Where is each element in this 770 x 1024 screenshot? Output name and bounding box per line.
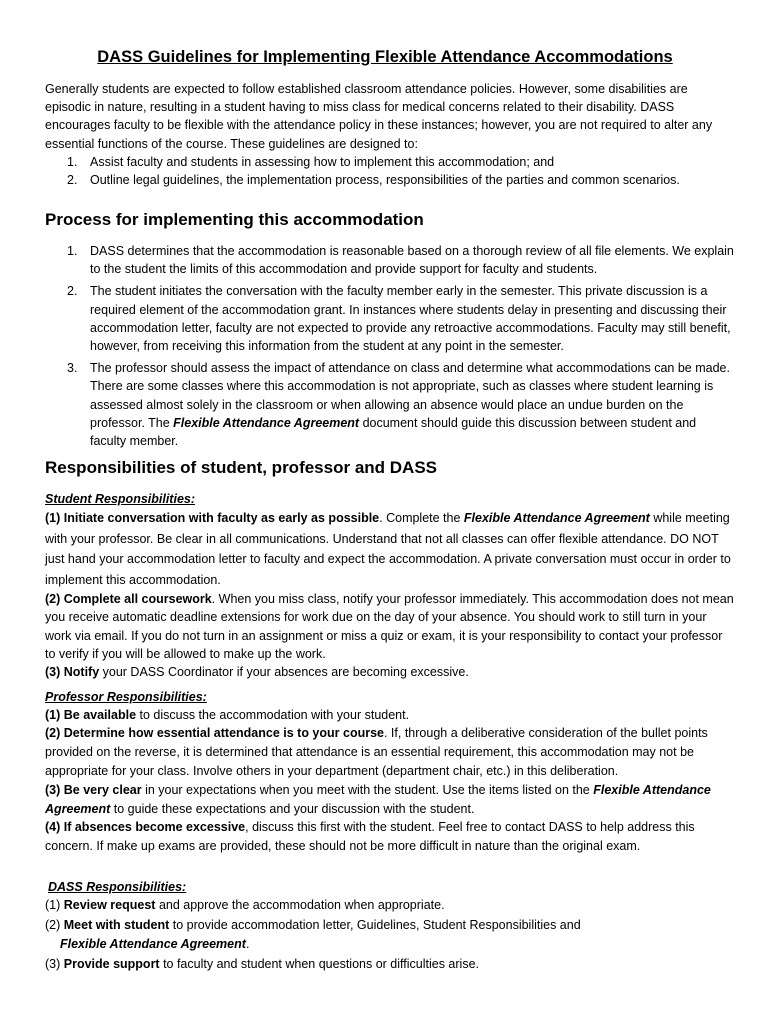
list-number: 1. — [67, 155, 78, 169]
process-heading: Process for implementing this accommodation — [45, 210, 424, 229]
list-number: 2. — [67, 173, 78, 188]
professor-responsibilities-label: Professor Responsibilities: — [45, 690, 207, 704]
list-item-text: Assist faculty and students in assessing how to implement this accommodation; and — [90, 155, 555, 169]
student-responsibilities-label: Student Responsibilities: — [45, 492, 196, 506]
student-item-2: (2) Complete all coursework. When you miss class, notify your professor immediately. This accommodation does not mean you receive automatic deadline extensions for work due on the day of your absence. You should work to still turn in your work via email. If you do not turn in an assignment or miss a quiz or exam, it is your responsibility to contact your professor to verify if you will be allowed to make up the work. — [45, 592, 734, 661]
list-item — [45, 171, 735, 189]
dass-item-3: (3) Provide support to faculty and student when questions or difficulties arise. — [45, 956, 479, 971]
list-item-text: DASS determines that the accommodation is reasonable based on a thorough review of all file elements. We explain to the student the limits of this accommodation and provide support for faculty and students. — [90, 244, 734, 277]
dass-responsibilities-label: DASS Responsibilities: — [48, 880, 187, 894]
professor-responsibilities — [45, 688, 735, 856]
list-number: 2. — [67, 284, 78, 299]
list-item-text: The student initiates the conversation with the faculty member early in the semester. This private discussion is a required element of the accommodation grant. In instances where students delay in presenting and discussing their accommodation letter, faculty are not expected to provide any retroactive accommodations. Faculty may still benefit, however, from receiving this information from the student at any point in the semester. — [90, 284, 731, 354]
dass-responsibilities — [45, 878, 735, 974]
dass-item-2: (2) Meet with student to provide accommodation letter, Guidelines, Student Responsibilities and Flexible Attendance Agreement. — [45, 917, 581, 952]
professor-item-3: (3) Be very clear in your expectations when you meet with the student. Use the items listed on the Flexible Attendance Agreement to guide these expectations and your discussion with the student. — [45, 783, 711, 816]
student-responsibilities — [45, 490, 735, 681]
professor-item-4: (4) If absences become excessive, discuss this first with the student. Feel free to contact DASS to help address this concern. If make up exams are provided, these should not be more difficult in nature than the original exam. — [45, 819, 695, 853]
emphasis: Flexible Attendance Agreement — [173, 415, 360, 430]
document-title: DASS Guidelines for Implementing Flexible Attendance Accommodations — [97, 48, 673, 66]
professor-item-2: (2) Determine how essential attendance is to your course. If, through a deliberative consideration of the bullet points provided on the reverse, it is determined that attendance is an essential requirement, this accommodation may not be appropriate for your class. Involve others in your department (department chair, etc.) in this deliberation. — [45, 726, 708, 779]
list-item — [45, 359, 735, 450]
student-item-3: (3) Notify your DASS Coordinator if your absences are becoming excessive. — [45, 665, 469, 680]
student-item-1: (1) Initiate conversation with faculty as early as possible. Complete the Flexible Attendance Agreement while meeting with your professor. Be clear in all communications. Understand that not all classes can offer flexible attendance. DO NOT just hand your accommodation letter to faculty and expect the accommodation. A private conversation must occur in order to implement this accommodation. — [45, 511, 731, 587]
list-item — [45, 282, 735, 355]
process-list — [45, 242, 735, 450]
responsibilities-heading: Responsibilities of student, professor and DASS — [45, 458, 437, 477]
professor-item-1: (1) Be available to discuss the accommodation with your student. — [45, 708, 410, 723]
list-number: 3. — [67, 361, 78, 376]
list-item — [45, 153, 735, 171]
list-item-text: Outline legal guidelines, the implementation process, responsibilities of the parties and common scenarios. — [90, 173, 680, 188]
list-item-text: The professor should assess the impact of attendance on class and determine what accommodations can be made. There are some classes where this accommodation is not appropriate, such as classes where student learning is assessed almost solely in the classroom or when allowing an absence would place an undue burden on the professor. The Flexible Attendance Agreement document should guide this discussion between student and faculty member. — [90, 361, 730, 449]
intro-paragraph: Generally students are expected to follow established classroom attendance policies. However, some disabilities are episodic in nature, resulting in a student having to miss class for medical concerns related to their disability. DASS encourages faculty to be flexible with the attendance policy in these instances; however, you are not required to alter any essential functions of the course. These guidelines are designed to: — [45, 82, 713, 151]
list-item — [45, 242, 735, 278]
dass-item-1: (1) Review request and approve the accommodation when appropriate. — [45, 898, 445, 913]
intro-list — [45, 153, 735, 189]
list-number: 1. — [67, 244, 78, 258]
